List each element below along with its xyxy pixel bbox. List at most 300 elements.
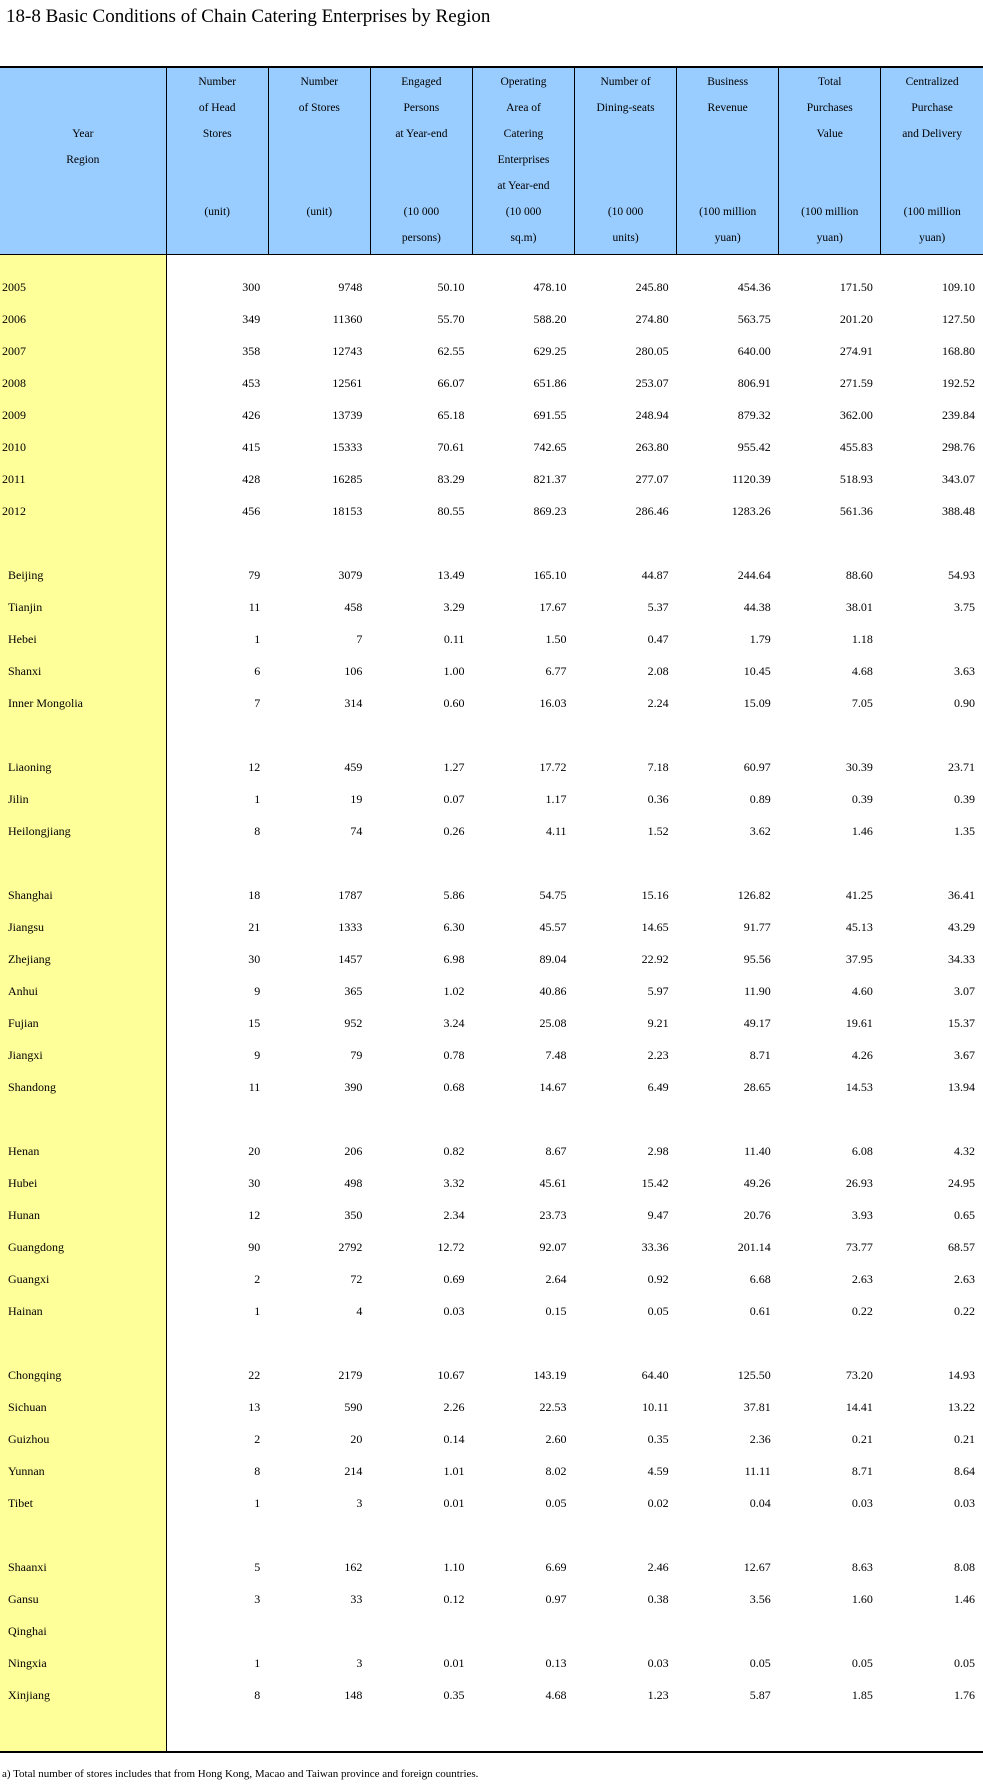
value-cell: 274.91 — [839, 344, 873, 358]
value-cell: 3.29 — [443, 600, 465, 614]
spacer-cell — [0, 847, 166, 879]
value-cell: 478.10 — [533, 280, 567, 294]
header-line — [779, 176, 880, 202]
header-line: Engaged — [401, 76, 442, 88]
value-cell: 9.47 — [647, 1208, 669, 1222]
value-cell: 277.07 — [635, 472, 669, 486]
value-cell: 8.63 — [851, 1560, 873, 1574]
value-cell: 952 — [344, 1016, 363, 1030]
value-cell: 95.56 — [743, 952, 771, 966]
year-label: 2005 — [0, 271, 166, 303]
table-row — [0, 1263, 983, 1295]
region-label: Yunnan — [0, 1455, 166, 1487]
header-line: (100 million — [699, 206, 757, 218]
spacer-cell — [779, 527, 881, 559]
value-cell: 192.52 — [942, 376, 975, 390]
value-cell: 0.90 — [954, 696, 975, 710]
value-cell: 280.05 — [635, 344, 669, 358]
spacer-cell — [0, 255, 166, 272]
table-row — [0, 655, 983, 687]
value-cell: 55.70 — [437, 312, 465, 326]
value-cell: 3.93 — [851, 1208, 873, 1222]
value-cell: 0.82 — [443, 1144, 465, 1158]
year-label: 2012 — [0, 495, 166, 527]
value-cell: 45.61 — [539, 1176, 567, 1190]
value-cell: 162 — [344, 1560, 363, 1574]
value-cell: 14.93 — [948, 1368, 975, 1382]
value-cell: 0.35 — [443, 1688, 465, 1702]
value-cell: 89.04 — [539, 952, 567, 966]
value-cell: 20.76 — [743, 1208, 771, 1222]
header-column — [575, 67, 677, 255]
spacer-cell — [166, 1711, 268, 1752]
value-cell: 0.78 — [443, 1048, 465, 1062]
spacer-cell — [268, 1327, 370, 1359]
spacer-cell — [166, 1519, 268, 1551]
header-stub — [0, 67, 166, 255]
value-cell — [268, 1615, 370, 1647]
table-row — [0, 879, 983, 911]
value-cell: 1787 — [338, 888, 363, 902]
value-cell: 0.69 — [443, 1272, 465, 1286]
value-cell: 3.62 — [749, 824, 771, 838]
value-cell: 1.46 — [954, 1592, 975, 1606]
table-row — [0, 1455, 983, 1487]
value-cell: 49.26 — [743, 1176, 771, 1190]
spacer-cell — [779, 719, 881, 751]
value-cell: 6.08 — [851, 1144, 873, 1158]
spacer-cell — [779, 1711, 881, 1752]
region-label: Qinghai — [0, 1615, 166, 1647]
header-line: of Stores — [298, 102, 340, 114]
year-label: 2009 — [0, 399, 166, 431]
region-label: Heilongjiang — [0, 815, 166, 847]
value-cell: 0.05 — [545, 1496, 567, 1510]
spacer-cell — [677, 1519, 779, 1551]
header-line: Area of — [506, 102, 541, 114]
value-cell: 201.14 — [737, 1240, 771, 1254]
value-cell: 127.50 — [942, 312, 975, 326]
value-cell: 742.65 — [533, 440, 567, 454]
value-cell: 0.89 — [749, 792, 771, 806]
value-cell: 143.19 — [533, 1368, 567, 1382]
value-cell: 7.05 — [851, 696, 873, 710]
value-cell: 3.32 — [443, 1176, 465, 1190]
value-cell: 239.84 — [942, 408, 975, 422]
spacer-cell — [166, 847, 268, 879]
value-cell: 4.59 — [647, 1464, 669, 1478]
spacer-cell — [881, 1327, 983, 1359]
value-cell: 1.02 — [443, 984, 465, 998]
value-cell: 7 — [254, 696, 261, 710]
value-cell: 12743 — [332, 344, 363, 358]
spacer-cell — [370, 1103, 472, 1135]
value-cell: 1457 — [338, 952, 363, 966]
value-cell: 2.60 — [545, 1432, 567, 1446]
value-cell: 4.32 — [954, 1144, 975, 1158]
header-line: Revenue — [707, 102, 748, 114]
value-cell: 11 — [248, 600, 261, 614]
value-cell — [779, 1615, 881, 1647]
value-cell: 1.00 — [443, 664, 465, 678]
header-line: Catering — [503, 128, 544, 140]
value-cell: 0.15 — [545, 1304, 567, 1318]
header-line — [881, 150, 983, 176]
header-line: Stores — [202, 128, 232, 140]
value-cell: 79 — [350, 1048, 363, 1062]
spacer-cell — [0, 527, 166, 559]
value-cell: 18 — [248, 888, 261, 902]
header-line: (100 million — [801, 206, 859, 218]
value-cell: 16285 — [332, 472, 363, 486]
value-cell: 0.05 — [851, 1656, 873, 1670]
header-line: and Delivery — [902, 128, 963, 140]
value-cell: 88.60 — [845, 568, 873, 582]
value-cell: 3.24 — [443, 1016, 465, 1030]
value-cell: 19.61 — [845, 1016, 873, 1030]
value-cell: 1.52 — [647, 824, 669, 838]
spacer-cell — [881, 1519, 983, 1551]
value-cell: 80.55 — [437, 504, 465, 518]
spacer-cell — [677, 527, 779, 559]
spacer-row — [0, 1519, 983, 1551]
header-line — [269, 124, 370, 150]
value-cell: 0.03 — [851, 1496, 873, 1510]
value-cell: 28.65 — [743, 1080, 771, 1094]
spacer-cell — [881, 847, 983, 879]
value-cell: 12.72 — [437, 1240, 465, 1254]
table-row — [0, 367, 983, 399]
value-cell: 23.71 — [948, 760, 975, 774]
value-cell: 0.14 — [443, 1432, 465, 1446]
value-cell: 456 — [242, 504, 261, 518]
table-title: 18-8 Basic Conditions of Chain Catering Enterprises by Region — [6, 6, 491, 27]
value-cell: 7 — [356, 632, 363, 646]
value-cell: 74 — [350, 824, 363, 838]
table-row — [0, 783, 983, 815]
value-cell: 148 — [344, 1688, 363, 1702]
value-cell: 1 — [254, 632, 261, 646]
value-cell — [881, 623, 983, 655]
value-cell: 26.93 — [845, 1176, 873, 1190]
value-cell: 8.64 — [954, 1464, 975, 1478]
header-line — [269, 176, 370, 202]
value-cell: 22 — [248, 1368, 261, 1382]
value-cell: 640.00 — [737, 344, 771, 358]
header-line — [167, 228, 268, 254]
value-cell: 590 — [344, 1400, 363, 1414]
table-row — [0, 1551, 983, 1583]
value-cell: 0.05 — [954, 1656, 975, 1670]
table-row — [0, 1391, 983, 1423]
value-cell: 20 — [350, 1432, 363, 1446]
region-label: Zhejiang — [0, 943, 166, 975]
value-cell: 0.22 — [954, 1304, 975, 1318]
table-row — [0, 1423, 983, 1455]
spacer-cell — [268, 255, 370, 272]
value-cell: 4 — [356, 1304, 363, 1318]
value-cell: 66.07 — [437, 376, 465, 390]
value-cell: 30 — [248, 952, 261, 966]
value-cell: 20 — [248, 1144, 261, 1158]
table-row — [0, 1679, 983, 1711]
header-column — [677, 67, 779, 255]
value-cell: 263.80 — [635, 440, 669, 454]
header-line: Persons — [403, 102, 440, 114]
header-line: Purchase — [911, 102, 953, 114]
value-cell: 13.49 — [437, 568, 465, 582]
value-cell: 33.36 — [641, 1240, 669, 1254]
value-cell: 45.13 — [845, 920, 873, 934]
region-label: Beijing — [0, 559, 166, 591]
value-cell: 15333 — [332, 440, 363, 454]
value-cell: 0.21 — [851, 1432, 873, 1446]
header-line — [371, 176, 472, 202]
spacer-cell — [677, 847, 779, 879]
value-cell: 1 — [254, 1496, 261, 1510]
header-line — [269, 228, 370, 254]
table-row — [0, 559, 983, 591]
spacer-row — [0, 527, 983, 559]
value-cell: 821.37 — [533, 472, 567, 486]
value-cell: 206 — [344, 1144, 363, 1158]
value-cell: 343.07 — [942, 472, 975, 486]
value-cell: 68.57 — [948, 1240, 975, 1254]
value-cell: 0.47 — [647, 632, 669, 646]
value-cell: 6.30 — [443, 920, 465, 934]
value-cell: 45.57 — [539, 920, 567, 934]
value-cell: 388.48 — [942, 504, 975, 518]
header-column — [166, 67, 268, 255]
spacer-cell — [677, 255, 779, 272]
value-cell: 0.04 — [749, 1496, 771, 1510]
header-line: (unit) — [204, 206, 230, 218]
table-row — [0, 1007, 983, 1039]
header-line — [881, 176, 983, 202]
value-cell: 1.18 — [851, 632, 873, 646]
value-cell: 5.97 — [647, 984, 669, 998]
value-cell: 109.10 — [942, 280, 975, 294]
header-line — [167, 150, 268, 176]
table-row — [0, 1167, 983, 1199]
value-cell: 1.27 — [443, 760, 465, 774]
value-cell: 1 — [254, 1304, 261, 1318]
value-cell: 1.17 — [545, 792, 567, 806]
value-cell: 12.67 — [743, 1560, 771, 1574]
value-cell: 248.94 — [635, 408, 669, 422]
value-cell: 33 — [350, 1592, 363, 1606]
value-cell: 11.40 — [744, 1144, 771, 1158]
value-cell: 300 — [242, 280, 261, 294]
value-cell: 38.01 — [845, 600, 873, 614]
value-cell: 691.55 — [533, 408, 567, 422]
value-cell: 90 — [248, 1240, 261, 1254]
region-label: Hainan — [0, 1295, 166, 1327]
spacer-cell — [881, 719, 983, 751]
value-cell: 60.97 — [743, 760, 771, 774]
value-cell: 214 — [344, 1464, 363, 1478]
region-label: Ningxia — [0, 1647, 166, 1679]
value-cell: 0.60 — [443, 696, 465, 710]
value-cell: 2.26 — [443, 1400, 465, 1414]
header-line: Centralized — [905, 76, 959, 88]
spacer-cell — [677, 1327, 779, 1359]
value-cell: 70.61 — [437, 440, 465, 454]
spacer-cell — [472, 1711, 574, 1752]
value-cell: 1120.39 — [732, 472, 771, 486]
value-cell — [472, 1615, 574, 1647]
header-line: Enterprises — [497, 154, 550, 166]
value-cell: 454.36 — [737, 280, 771, 294]
value-cell: 458 — [344, 600, 363, 614]
value-cell: 1.46 — [851, 824, 873, 838]
value-cell: 498 — [344, 1176, 363, 1190]
spacer-cell — [268, 527, 370, 559]
value-cell: 455.83 — [839, 440, 873, 454]
value-cell: 1.23 — [647, 1688, 669, 1702]
value-cell: 40.86 — [539, 984, 567, 998]
region-label: Tibet — [0, 1487, 166, 1519]
region-label: Jiangxi — [0, 1039, 166, 1071]
value-cell: 869.23 — [533, 504, 567, 518]
value-cell: 8 — [254, 1464, 261, 1478]
header-line: (10 000 — [505, 206, 542, 218]
spacer-row — [0, 847, 983, 879]
value-cell: 1.60 — [851, 1592, 873, 1606]
value-cell: 1.85 — [851, 1688, 873, 1702]
header-line: at Year-end — [395, 128, 448, 140]
value-cell: 3079 — [338, 568, 363, 582]
value-cell: 1 — [254, 792, 261, 806]
region-label: Liaoning — [0, 751, 166, 783]
region-label: Henan — [0, 1135, 166, 1167]
value-cell: 5.37 — [647, 600, 669, 614]
value-cell: 2.08 — [647, 664, 669, 678]
table-row — [0, 271, 983, 303]
spacer-cell — [575, 719, 677, 751]
value-cell: 349 — [242, 312, 261, 326]
value-cell: 3 — [356, 1496, 363, 1510]
table-row — [0, 1647, 983, 1679]
stub-year-label: Year — [72, 128, 94, 140]
value-cell: 23.73 — [539, 1208, 567, 1222]
table-row — [0, 943, 983, 975]
value-cell: 11.11 — [744, 1464, 771, 1478]
spacer-cell — [779, 1327, 881, 1359]
value-cell: 3 — [356, 1656, 363, 1670]
header-line: Value — [816, 128, 843, 140]
table-row — [0, 335, 983, 367]
value-cell: 15.42 — [641, 1176, 669, 1190]
value-cell: 0.65 — [954, 1208, 975, 1222]
header-line — [677, 150, 778, 176]
value-cell: 428 — [242, 472, 261, 486]
table-row — [0, 1359, 983, 1391]
header-line: yuan) — [816, 232, 843, 244]
value-cell: 8 — [254, 824, 261, 838]
spacer-cell — [677, 719, 779, 751]
value-cell: 0.02 — [647, 1496, 669, 1510]
value-cell: 518.93 — [839, 472, 873, 486]
value-cell: 2792 — [338, 1240, 363, 1254]
year-label: 2011 — [0, 463, 166, 495]
value-cell: 0.35 — [647, 1432, 669, 1446]
header-line: Number — [300, 76, 339, 88]
spacer-cell — [370, 1711, 472, 1752]
header-line: yuan) — [919, 232, 946, 244]
spacer-row — [0, 719, 983, 751]
value-cell: 415 — [242, 440, 261, 454]
value-cell: 3.56 — [749, 1592, 771, 1606]
value-cell — [677, 1615, 779, 1647]
value-cell: 6.77 — [545, 664, 567, 678]
region-label: Shanghai — [0, 879, 166, 911]
value-cell: 7.18 — [647, 760, 669, 774]
value-cell: 629.25 — [533, 344, 567, 358]
value-cell: 4.11 — [545, 824, 567, 838]
value-cell: 4.26 — [851, 1048, 873, 1062]
value-cell: 459 — [344, 760, 363, 774]
region-label: Hunan — [0, 1199, 166, 1231]
header-line — [575, 124, 676, 150]
value-cell: 10.11 — [642, 1400, 669, 1414]
value-cell: 13739 — [332, 408, 363, 422]
value-cell: 49.17 — [743, 1016, 771, 1030]
table-row — [0, 1199, 983, 1231]
region-label: Anhui — [0, 975, 166, 1007]
spacer-cell — [881, 527, 983, 559]
header-line: (10 000 — [403, 206, 440, 218]
spacer-cell — [779, 1519, 881, 1551]
table-row — [0, 591, 983, 623]
value-cell: 955.42 — [737, 440, 771, 454]
value-cell: 91.77 — [743, 920, 771, 934]
value-cell: 0.22 — [851, 1304, 873, 1318]
header-column — [779, 67, 881, 255]
spacer-cell — [268, 1711, 370, 1752]
value-cell: 65.18 — [437, 408, 465, 422]
value-cell: 274.80 — [635, 312, 669, 326]
value-cell: 8.71 — [851, 1464, 873, 1478]
value-cell: 5.87 — [749, 1688, 771, 1702]
header-line: Business — [707, 76, 749, 88]
value-cell: 390 — [344, 1080, 363, 1094]
spacer-cell — [268, 847, 370, 879]
region-label: Tianjin — [0, 591, 166, 623]
value-cell: 1.10 — [443, 1560, 465, 1574]
data-table — [0, 66, 983, 1753]
value-cell: 453 — [242, 376, 261, 390]
spacer-cell — [166, 1103, 268, 1135]
header-line: Total — [818, 76, 842, 88]
spacer-cell — [472, 255, 574, 272]
value-cell: 314 — [344, 696, 363, 710]
table-row — [0, 1487, 983, 1519]
value-cell: 72 — [350, 1272, 363, 1286]
value-cell: 2.98 — [647, 1144, 669, 1158]
value-cell: 9748 — [338, 280, 363, 294]
year-label: 2006 — [0, 303, 166, 335]
value-cell: 0.11 — [443, 632, 465, 646]
value-cell: 22.53 — [539, 1400, 567, 1414]
region-label: Inner Mongolia — [0, 687, 166, 719]
value-cell: 6 — [254, 664, 261, 678]
value-cell: 4.68 — [545, 1688, 567, 1702]
value-cell: 10.67 — [437, 1368, 465, 1382]
value-cell: 14.41 — [845, 1400, 873, 1414]
value-cell: 41.25 — [845, 888, 873, 902]
value-cell: 362.00 — [839, 408, 873, 422]
